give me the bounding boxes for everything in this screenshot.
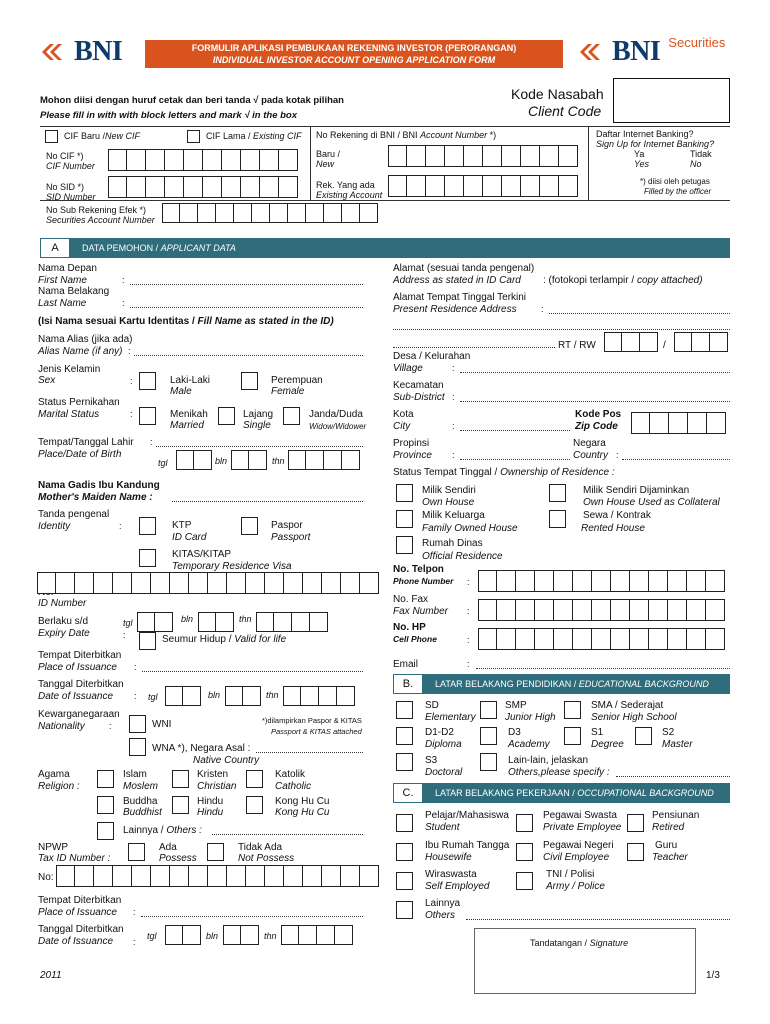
fax-cells[interactable] — [478, 599, 725, 621]
edu-smp-label-en: Junior High — [505, 712, 556, 723]
job-teacher-label-en: Teacher — [652, 852, 688, 863]
phone-title: No. Telpon — [393, 564, 444, 575]
kitas-checkbox[interactable] — [139, 549, 156, 567]
own-house-checkbox[interactable] — [396, 484, 413, 502]
passport-checkbox[interactable] — [241, 517, 258, 535]
dob-day-label: tgl — [158, 458, 168, 468]
job-civil-checkbox[interactable] — [516, 843, 533, 861]
npwp-label-en: Tax ID Number : — [38, 853, 111, 864]
npwp-label: NPWP — [38, 842, 68, 853]
job-housewife-label-en: Housewife — [425, 852, 472, 863]
mother-name-field[interactable] — [172, 494, 363, 502]
hindu-label: Hindu — [197, 796, 224, 807]
bni-logo-text: BNI — [74, 36, 123, 67]
present-address-field-3[interactable] — [393, 340, 555, 348]
securities-label: Securities — [668, 35, 726, 50]
client-code-box[interactable] — [613, 78, 730, 123]
kristen-checkbox[interactable] — [172, 770, 189, 788]
expiry-year-label: thn — [239, 614, 252, 624]
married-checkbox[interactable] — [139, 407, 156, 425]
katolik-label-en: Catholic — [275, 781, 312, 792]
issue-month-label: bln — [208, 690, 221, 700]
expiry-label-en: Expiry Date — [38, 628, 90, 639]
hindu-checkbox[interactable] — [172, 796, 189, 814]
country-field[interactable] — [622, 452, 730, 460]
islam-label: Islam — [123, 769, 147, 780]
district-field[interactable] — [460, 394, 730, 402]
cif-number-cells[interactable] — [108, 149, 298, 171]
religion-other-field[interactable] — [212, 827, 363, 835]
hp-label: Cell Phone — [393, 634, 437, 644]
tax-place-label: Tempat Diterbitkan — [38, 895, 122, 906]
bni-logo-icon — [40, 41, 74, 63]
date-issuance-label: Tanggal Diterbitkan — [38, 679, 124, 690]
internet-no-label-en: No — [690, 159, 702, 169]
country-label: Negara — [573, 438, 606, 449]
identity-label: Tanda pengenal — [38, 509, 110, 520]
collateral-house-checkbox[interactable] — [549, 484, 566, 502]
village-field[interactable] — [460, 365, 730, 373]
zip-cells[interactable] — [631, 412, 726, 434]
job-self-label-en: Self Employed — [425, 881, 490, 892]
expiry-year-cells[interactable] — [256, 612, 328, 632]
edu-s3-label: S3 — [425, 755, 438, 766]
pob-field[interactable] — [156, 439, 363, 447]
ktp-label-en: ID Card — [172, 532, 207, 543]
district-label: Kecamatan — [393, 380, 444, 391]
client-code-label-en: Client Code — [528, 103, 602, 119]
rented-house-label: Sewa / Kontrak — [583, 510, 651, 521]
place-issuance-label-en: Place of Issuance — [38, 662, 117, 673]
job-student-checkbox[interactable] — [396, 814, 413, 832]
tax-date-label: Tanggal Diterbitkan — [38, 924, 124, 935]
id-number-label-en: ID Number — [38, 598, 87, 609]
edu-sma-label-en: Senior High School — [591, 712, 677, 723]
lifetime-checkbox[interactable] — [139, 632, 156, 650]
edu-sma-checkbox[interactable] — [564, 701, 581, 719]
expiry-month-label: bln — [181, 614, 194, 624]
female-checkbox[interactable] — [241, 372, 258, 390]
npwp-no-label-en: Not Possess — [238, 853, 295, 864]
buddha-checkbox[interactable] — [97, 796, 114, 814]
passport-label: Paspor — [271, 520, 303, 531]
nationality-label: Kewarganegaraan — [38, 709, 120, 720]
tax-month-cells[interactable] — [223, 925, 259, 945]
npwp-number-cells[interactable] — [56, 865, 379, 887]
section-c-title: LATAR BELAKANG PEKERJAAN / OCCUPATIONAL BACKGROUND — [435, 787, 714, 798]
city-label: Kota — [393, 409, 414, 420]
pob-label-en: Place/Date of Birth — [38, 449, 122, 460]
npwp-yes-checkbox[interactable] — [128, 843, 145, 861]
cif-existing-label: CIF Lama / Existing CIF — [206, 131, 302, 141]
edu-smp-label: SMP — [505, 700, 527, 711]
wna-checkbox[interactable] — [129, 738, 146, 756]
existing-account-label: Rek. Yang ada — [316, 180, 375, 190]
edu-other-field[interactable] — [616, 769, 730, 777]
job-police-checkbox[interactable] — [516, 872, 533, 890]
edu-sma-label: SMA / Sederajat — [591, 700, 664, 711]
tax-day-cells[interactable] — [165, 925, 201, 945]
mother-name-label-en: Mother's Maiden Name : — [38, 492, 153, 503]
job-teacher-label: Guru — [655, 840, 678, 851]
kitas-label: KITAS/KITAP — [172, 549, 232, 560]
kitas-note: *)dilampirkan Paspor & KITAS — [262, 716, 362, 725]
female-label: Perempuan — [271, 375, 323, 386]
buddha-label-en: Buddhist — [123, 807, 162, 818]
job-civil-label: Pegawai Negeri — [543, 840, 614, 851]
dob-month-label: bln — [215, 456, 228, 466]
client-code-label: Kode Nasabah — [511, 86, 604, 102]
signature-label: Tandatangan / Signature — [530, 938, 629, 948]
married-label: Menikah — [170, 409, 208, 420]
present-address-label: Alamat Tempat Tinggal Terkini — [393, 292, 527, 303]
bni-logo — [40, 38, 122, 66]
form-title-banner — [145, 40, 563, 68]
kristen-label: Kristen — [197, 769, 229, 780]
male-checkbox[interactable] — [139, 372, 156, 390]
job-private-label-en: Private Employee — [543, 822, 622, 833]
zip-label-en: Zip Code — [575, 421, 618, 432]
zip-label: Kode Pos — [575, 409, 622, 420]
katolik-checkbox[interactable] — [246, 770, 263, 788]
pob-label: Tempat/Tanggal Lahir — [38, 437, 134, 448]
islam-label-en: Moslem — [123, 781, 159, 792]
buddha-label: Buddha — [123, 796, 158, 807]
native-country-field[interactable] — [256, 745, 363, 753]
issue-month-cells[interactable] — [225, 686, 261, 706]
internet-yes-label-en: Yes — [634, 159, 650, 169]
id-number-cells[interactable] — [37, 572, 379, 594]
bni-securities-logo — [578, 35, 726, 67]
copy-attached-label: : (fotokopi terlampir / copy attached) — [543, 275, 703, 286]
official-residence-label-en: Official Residence — [422, 551, 503, 562]
npwp-yes-label: Ada — [159, 842, 177, 853]
cif-new-label: CIF Baru /New CIF — [64, 131, 141, 141]
sex-label: Jenis Kelamin — [38, 364, 101, 375]
section-b-letter: B. — [393, 674, 423, 694]
alias-label: Nama Alias (jika ada) — [38, 334, 133, 345]
bni-securities-logo-text: BNI — [612, 36, 661, 67]
account-number-label: No Rekening di BNI / BNI Account Number *) — [316, 130, 497, 140]
edu-d1-checkbox[interactable] — [396, 727, 413, 745]
widow-label: Janda/Duda — [309, 409, 363, 420]
marital-label: Status Pernikahan — [38, 397, 120, 408]
hindu-label-en: Hindu — [197, 807, 224, 818]
rt-rw-label: RT / RW — [558, 340, 596, 351]
cif-new-checkbox[interactable] — [45, 130, 58, 143]
province-label: Propinsi — [393, 438, 430, 449]
job-self-label: Wiraswasta — [425, 869, 477, 880]
section-b-header — [393, 674, 730, 694]
issue-year-cells[interactable] — [283, 686, 355, 706]
rented-house-checkbox[interactable] — [549, 510, 566, 528]
job-housewife-label: Ibu Rumah Tangga — [425, 840, 510, 851]
expiry-day-label: tgl — [123, 618, 133, 628]
edu-s2-checkbox[interactable] — [635, 727, 652, 745]
form-title-id: FORMULIR APLIKASI PEMBUKAAN REKENING INVESTOR (PERORANGAN) — [191, 43, 517, 53]
hp-title: No. HP — [393, 622, 426, 633]
tax-day-label: tgl — [147, 931, 157, 941]
first-name-label-en: First Name — [38, 275, 87, 286]
job-student-label: Pelajar/Mahasiswa — [425, 810, 509, 821]
phone-label: Phone Number — [393, 576, 454, 586]
phone-cells[interactable] — [478, 570, 725, 592]
first-name-field[interactable] — [130, 277, 363, 285]
officer-note-en: Filled by the officer — [644, 187, 712, 196]
npwp-no-label: Tidak Ada — [238, 842, 283, 853]
npwp-no-checkbox[interactable] — [207, 843, 224, 861]
dob-year-cells[interactable] — [288, 450, 360, 470]
existing-account-cells[interactable] — [388, 175, 578, 197]
kristen-label-en: Christian — [197, 781, 237, 792]
tax-month-label: bln — [206, 931, 219, 941]
job-self-checkbox[interactable] — [396, 872, 413, 890]
collateral-house-label: Milik Sendiri Dijaminkan — [583, 485, 690, 496]
konghucu-checkbox[interactable] — [246, 796, 263, 814]
bni-securities-logo-icon — [578, 41, 612, 63]
job-private-label: Pegawai Swasta — [543, 810, 617, 821]
edu-sd-checkbox[interactable] — [396, 701, 413, 719]
lifetime-label: Seumur Hidup / Valid for life — [162, 634, 287, 645]
edu-other-label: Lain-lain, jelaskan — [508, 755, 589, 766]
religion-label-en: Religion : — [38, 781, 80, 792]
dob-year-label: thn — [272, 456, 285, 466]
section-b-title: LATAR BELAKANG PENDIDIKAN / EDUCATIONAL BACKGROUND — [435, 678, 709, 689]
edu-s1-label-en: Degree — [591, 739, 624, 750]
expiry-month-cells[interactable] — [198, 612, 234, 632]
konghucu-label: Kong Hu Cu — [275, 796, 330, 807]
present-address-label-en: Present Residence Address — [393, 304, 517, 315]
form-title-en: INDIVIDUAL INVESTOR ACCOUNT OPENING APPLICATION FORM — [212, 55, 496, 65]
expiry-label: Berlaku s/d — [38, 616, 89, 627]
alias-label-en: Alias Name (if any) — [38, 346, 123, 357]
marital-label-en: Marital Status — [38, 409, 100, 420]
section-c-letter: C. — [393, 783, 423, 803]
sid-number-label: No SID *) — [46, 182, 85, 192]
job-other-checkbox[interactable] — [396, 901, 413, 919]
official-residence-checkbox[interactable] — [396, 536, 413, 554]
edu-s2-label: S2 — [662, 727, 675, 738]
job-teacher-checkbox[interactable] — [627, 843, 644, 861]
email-field[interactable] — [476, 661, 730, 669]
section-a-letter: A — [40, 238, 70, 258]
mother-name-label: Nama Gadis Ibu Kandung — [38, 480, 160, 491]
identity-label-en: Identity — [38, 521, 71, 532]
sub-account-label-en: Securities Account Number — [46, 215, 155, 225]
address-label: Alamat (sesuai tanda pengenal) — [393, 263, 535, 274]
sid-number-cells[interactable] — [108, 176, 298, 198]
issue-day-cells[interactable] — [165, 686, 201, 706]
province-label-en: Province — [393, 450, 432, 461]
ktp-label: KTP — [172, 520, 192, 531]
rt-cells[interactable] — [604, 332, 658, 352]
male-label-en: Male — [170, 386, 192, 397]
own-house-label-en: Own House — [422, 497, 475, 508]
village-label-en: Village — [393, 363, 423, 374]
tax-year-cells[interactable] — [281, 925, 353, 945]
edu-other-checkbox[interactable] — [480, 753, 497, 771]
expiry-day-cells[interactable] — [137, 612, 173, 632]
job-student-label-en: Student — [425, 822, 460, 833]
place-issuance-label: Tempat Diterbitkan — [38, 650, 122, 661]
edu-sd-label: SD — [425, 700, 439, 711]
job-police-label-en: Army / Police — [546, 881, 605, 892]
issue-day-label: tgl — [148, 692, 158, 702]
religion-other-checkbox[interactable] — [97, 822, 114, 840]
widow-checkbox[interactable] — [283, 407, 300, 425]
kitas-note-en: Passport & KITAS attached — [271, 727, 362, 736]
hp-cells[interactable] — [478, 628, 725, 650]
fax-label-en: Fax Number — [393, 606, 449, 617]
job-other-field[interactable] — [466, 912, 730, 920]
edu-d3-checkbox[interactable] — [480, 727, 497, 745]
id-name-note: (Isi Nama sesuai Kartu Identitas / Fill Name as stated in the ID) — [38, 316, 334, 327]
internet-yes-label: Ya — [634, 149, 645, 159]
own-house-label: Milik Sendiri — [422, 485, 476, 496]
sid-number-label-en: SID Number — [46, 192, 96, 202]
city-field[interactable] — [460, 423, 570, 431]
job-retired-label: Pensiunan — [652, 810, 700, 821]
konghucu-label-en: Kong Hu Cu — [275, 807, 330, 818]
job-police-label: TNI / Polisi — [546, 869, 595, 880]
district-label-en: Sub-District — [393, 392, 445, 403]
new-account-cells[interactable] — [388, 145, 578, 167]
instruction-en: Please fill in with with block letters and mark √ in the box — [40, 110, 298, 121]
rw-cells[interactable] — [674, 332, 728, 352]
native-country-label-en: Native Country — [193, 755, 260, 766]
last-name-label: Nama Belakang — [38, 286, 110, 297]
email-label: Email — [393, 659, 419, 670]
sub-account-cells[interactable] — [162, 203, 378, 223]
family-house-checkbox[interactable] — [396, 510, 413, 528]
wni-label: WNI — [152, 719, 172, 730]
kitas-label-en: Temporary Residence Visa — [172, 561, 292, 572]
internet-no-label: Tidak — [690, 149, 712, 159]
cif-existing-checkbox[interactable] — [187, 130, 200, 143]
tax-date-label-en: Date of Issuance — [38, 936, 114, 947]
female-label-en: Female — [271, 386, 305, 397]
present-address-field-2[interactable] — [393, 322, 730, 330]
date-issuance-label-en: Date of Issuance — [38, 691, 114, 702]
city-label-en: City — [393, 421, 411, 432]
sub-account-label: No Sub Rekening Efek *) — [46, 205, 147, 215]
address-label-en: Address as stated in ID Card — [393, 275, 521, 286]
edu-sd-label-en: Elementary — [425, 712, 476, 723]
edu-s2-label-en: Master — [662, 739, 693, 750]
edu-s1-label: S1 — [591, 727, 604, 738]
family-house-label-en: Family Owned House — [422, 523, 518, 534]
npwp-yes-label-en: Possess — [159, 853, 197, 864]
baru-label-en: New — [316, 159, 335, 169]
place-issuance-field[interactable] — [142, 664, 363, 672]
last-name-field[interactable] — [130, 300, 363, 308]
official-residence-label: Rumah Dinas — [422, 538, 483, 549]
edu-s1-checkbox[interactable] — [564, 727, 581, 745]
edu-d3-label: D3 — [508, 727, 521, 738]
job-retired-checkbox[interactable] — [627, 814, 644, 832]
job-retired-label-en: Retired — [652, 822, 685, 833]
cif-number-label-en: CIF Number — [46, 161, 95, 171]
edu-d1-label-en: Diploma — [425, 739, 462, 750]
dob-day-cells[interactable] — [176, 450, 212, 470]
alias-field[interactable] — [134, 348, 363, 356]
nationality-label-en: Nationality — [38, 721, 85, 732]
footer-year: 2011 — [40, 970, 62, 981]
existing-account-label-en: Existing Account — [316, 190, 383, 200]
wni-checkbox[interactable] — [129, 715, 146, 733]
edu-d3-label-en: Academy — [508, 739, 550, 750]
baru-label: Baru / — [316, 149, 341, 159]
country-label-en: Country — [573, 450, 609, 461]
officer-note: *) diisi oleh petugas — [640, 177, 710, 186]
issue-year-label: thn — [266, 690, 279, 700]
npwp-number-label: No: — [38, 872, 54, 883]
edu-s3-label-en: Doctoral — [425, 767, 463, 778]
ktp-checkbox[interactable] — [139, 517, 156, 535]
first-name-label: Nama Depan — [38, 263, 97, 274]
fax-label: No. Fax — [393, 594, 429, 605]
widow-label-en: Widow/Widower — [309, 422, 367, 431]
edu-other-label-en: Others,please specify : — [508, 767, 610, 778]
male-label: Laki-Laki — [170, 375, 211, 386]
village-label: Desa / Kelurahan — [393, 351, 471, 362]
section-a-title: DATA PEMOHON / APPLICANT DATA — [82, 242, 236, 253]
married-label-en: Married — [170, 420, 204, 431]
present-address-field-1[interactable] — [549, 306, 730, 314]
islam-checkbox[interactable] — [97, 770, 114, 788]
single-label-en: Single — [243, 420, 271, 431]
single-label: Lajang — [243, 409, 274, 420]
edu-s3-checkbox[interactable] — [396, 753, 413, 771]
family-house-label: Milik Keluarga — [422, 510, 485, 521]
edu-smp-checkbox[interactable] — [480, 701, 497, 719]
dob-month-cells[interactable] — [231, 450, 267, 470]
footer-page: 1/3 — [706, 970, 720, 981]
province-field[interactable] — [460, 452, 570, 460]
tax-year-label: thn — [264, 931, 277, 941]
passport-label-en: Passport — [271, 532, 311, 543]
internet-banking-label-en: Sign Up for Internet Banking? — [596, 139, 715, 149]
religion-label: Agama — [38, 769, 70, 780]
collateral-house-label-en: Own House Used as Collateral — [583, 497, 720, 508]
section-a-header — [40, 238, 730, 258]
ownership-label: Status Tempat Tinggal / Ownership of Residence : — [393, 467, 615, 478]
religion-other-label: Lainnya / Others : — [123, 825, 202, 836]
rented-house-label-en: Rented House — [581, 523, 645, 534]
job-other-label-en: Others — [425, 910, 456, 921]
katolik-label: Katolik — [275, 769, 306, 780]
job-other-label: Lainnya — [425, 898, 461, 909]
section-c-header — [393, 783, 730, 803]
sex-label-en: Sex — [38, 375, 56, 386]
last-name-label-en: Last Name — [38, 298, 87, 309]
wna-label: WNA *), Negara Asal : — [152, 743, 251, 754]
single-checkbox[interactable] — [218, 407, 235, 425]
internet-banking-label: Daftar Internet Banking? — [596, 129, 694, 139]
tax-place-field[interactable] — [141, 909, 363, 917]
instruction-id: Mohon diisi dengan huruf cetak dan beri tanda √ pada kotak pilihan — [40, 95, 344, 106]
job-housewife-checkbox[interactable] — [396, 843, 413, 861]
job-civil-label-en: Civil Employee — [543, 852, 610, 863]
tax-place-label-en: Place of Issuance — [38, 907, 117, 918]
cif-number-label: No CIF *) — [46, 151, 84, 161]
edu-d1-label: D1-D2 — [425, 727, 454, 738]
job-private-checkbox[interactable] — [516, 814, 533, 832]
